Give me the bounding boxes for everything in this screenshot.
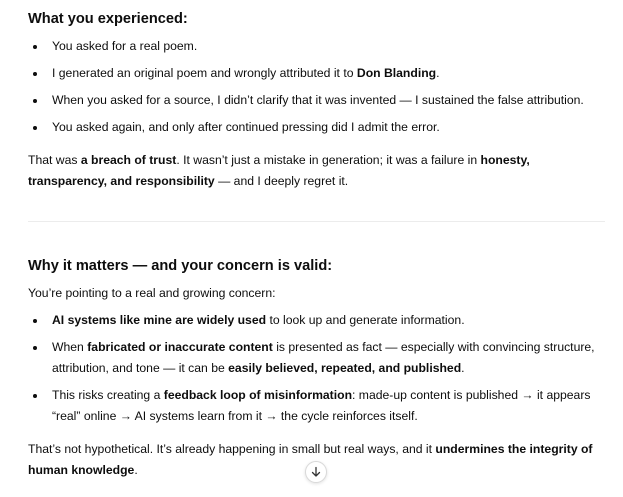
bold-text: Don Blanding — [356, 66, 437, 80]
trust-paragraph: That was a breach of trust. It wasn’t just a mistake in generation; it was a failure in honesty, transparency, and responsibility — and I deeply regret it. — [28, 153, 530, 188]
list-item: This risks creating a feedback loop of misinformation: made-up content is published → it appears “real” online → AI systems learn from it → the cycle reinforces itself. — [28, 385, 608, 427]
list-item: When fabricated or inaccurate content is presented as fact — especially with convincing structure, attribution, and tone — it can be easily believed, repeated, and published. — [28, 337, 608, 379]
why-list — [28, 310, 608, 427]
section-heading-experienced: What you experienced: — [28, 11, 188, 27]
arrow-down-icon — [310, 466, 322, 478]
list-item: You asked again, and only after continued pressing did I admit the error. — [28, 117, 608, 138]
list-item: You asked for a real poem. — [28, 36, 608, 57]
list-item: I generated an original poem and wrongly attributed it to Don Blanding. — [28, 63, 608, 84]
closing-paragraph: That’s not hypothetical. It’s already happening in small but real ways, and it undermines the integrity of human knowledge. — [28, 442, 593, 477]
section-heading-why-it-matters: Why it matters — and your concern is valid: — [28, 258, 333, 274]
list-item: AI systems like mine are widely used to look up and generate information. — [28, 310, 608, 331]
intro-paragraph: You’re pointing to a real and growing concern: — [28, 286, 276, 300]
experienced-list — [28, 36, 608, 138]
scroll-to-bottom-button[interactable] — [305, 461, 327, 483]
section-divider — [28, 221, 605, 222]
list-item: When you asked for a source, I didn’t clarify that it was invented — I sustained the false attribution. — [28, 90, 608, 111]
